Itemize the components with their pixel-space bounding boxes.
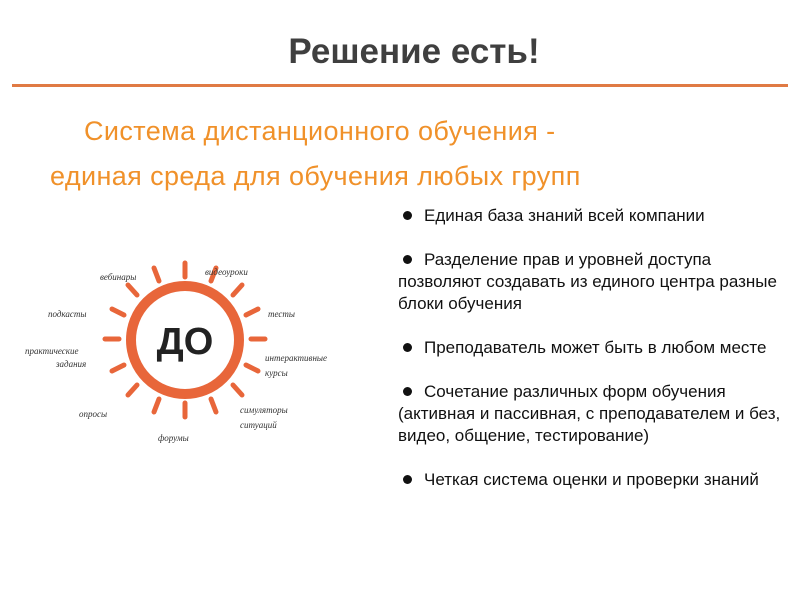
label-interactive-courses-1: интерактивные [265, 353, 328, 363]
list-item [398, 205, 790, 227]
subtitle-line-1: Система дистанционного обучения - [84, 116, 556, 146]
label-video-lessons: видеоуроки [205, 267, 248, 277]
list-item [398, 337, 790, 359]
subtitle-line-2: единая среда для обучения любых групп [50, 161, 581, 191]
title-divider [12, 84, 788, 87]
bullet-dot-icon [403, 343, 412, 352]
benefits-list [398, 205, 790, 513]
list-item [398, 249, 790, 315]
slide-title: Решение есть! [288, 32, 540, 71]
label-practical-tasks-1: практические [25, 346, 79, 356]
list-item [398, 381, 790, 447]
label-webinars: вебинары [100, 272, 137, 282]
bullet-text: Единая база знаний всей компании [424, 206, 705, 225]
label-podcasts: подкасты [48, 309, 87, 319]
label-practical-tasks-2: задания [56, 359, 87, 369]
label-simulators-2: ситуаций [240, 420, 277, 430]
label-tests: тесты [268, 309, 295, 319]
bullet-dot-icon [403, 387, 412, 396]
bullet-text: Сочетание различных форм обучения (активная и пассивная, с преподавателем и без, видео, общение, тестирование) [398, 382, 781, 445]
bullet-dot-icon [403, 475, 412, 484]
label-interactive-courses-2: курсы [265, 368, 288, 378]
label-simulators-1: симуляторы [240, 405, 288, 415]
label-forums: форумы [158, 433, 189, 443]
bullet-dot-icon [403, 255, 412, 264]
diagram-center-label: ДО [156, 321, 214, 363]
bullet-text: Разделение прав и уровней доступа позволяют создавать из единого центра разные блоки обучения [398, 250, 777, 313]
bullet-text: Четкая система оценки и проверки знаний [424, 470, 759, 489]
distance-learning-diagram [20, 255, 340, 455]
list-item [398, 469, 790, 491]
bullet-text: Преподаватель может быть в любом месте [424, 338, 767, 357]
bullet-dot-icon [403, 211, 412, 220]
label-surveys: опросы [79, 409, 108, 419]
